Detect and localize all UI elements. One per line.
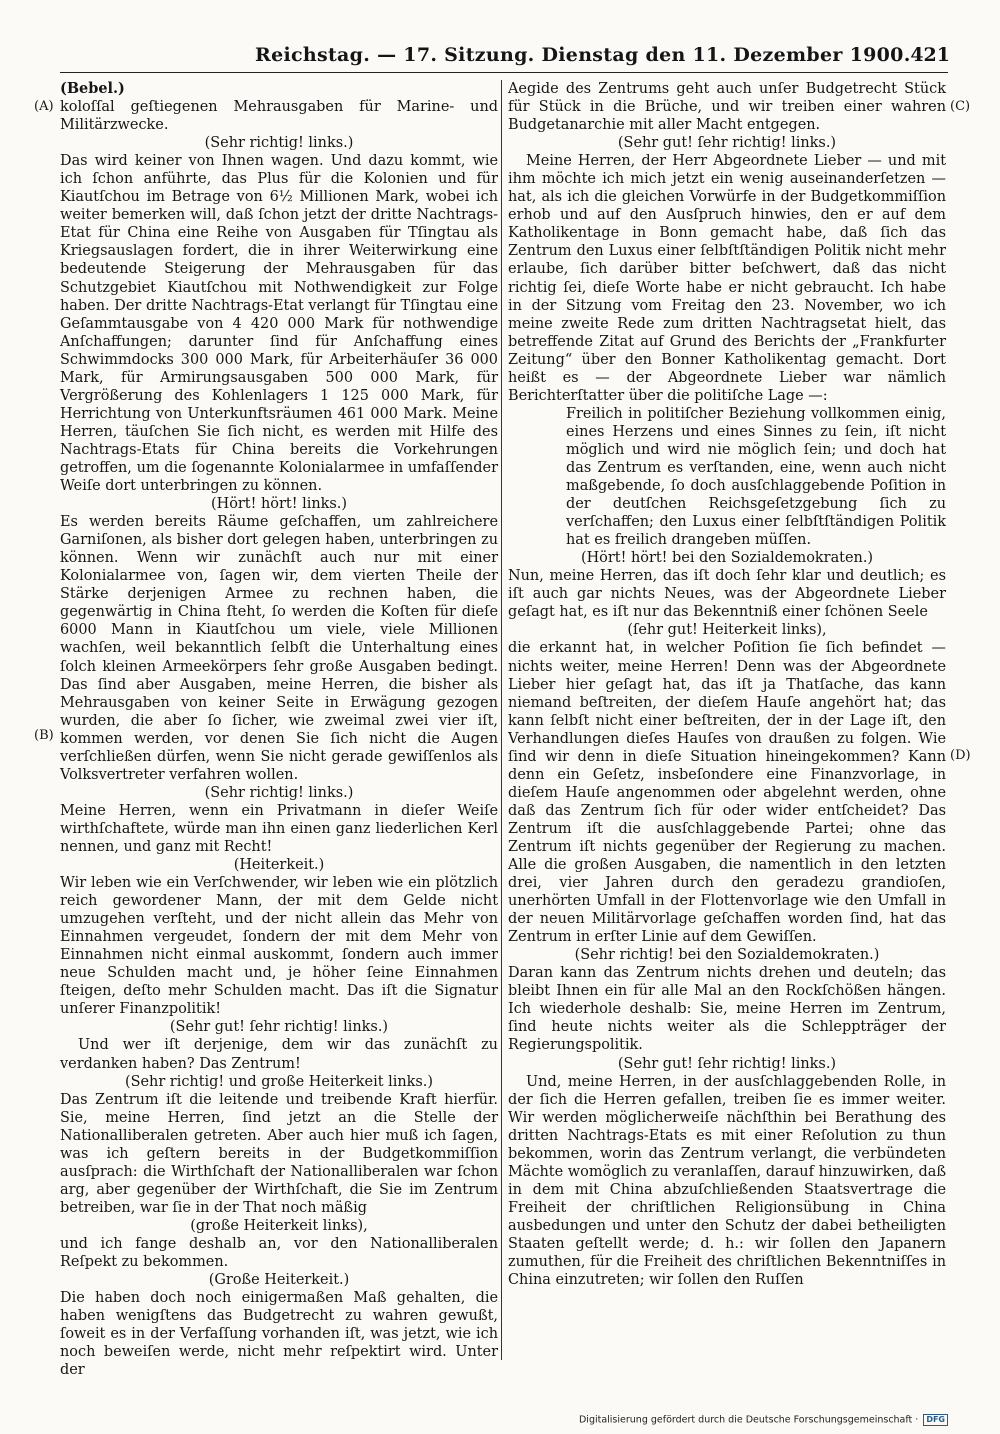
paragraph: Das wird keiner von Ihnen wagen. Und dazu kommt, wie ich ſchon anführte, das Plus für die Kolonien und für Kiautſchou im Betrage von 6½ Millionen Mark, wobei ich weiter bemerken will, daß ſchon jetzt der dritte Nachtrags-Etat für China eine Reihe von Ausgaben für Tſingtau als Kriegsauslagen fordert, die in ihrer Weiterwirkung eine bedeutende Steigerung der Mehrausgaben für das Schutzgebiet Kiautſchou mit Nothwendigkeit zur Folge haben. Der dritte Nachtrags-Etat verlangt für Tſingtau eine Geſammtausgabe von 4 420 000 Mark für nothwendige Anſchaffungen; darunter ſind für Anſchaffung eines Schwimmdocks 300 000 Mark, für Arbeiterhäuſer 36 000 Mark, für Armirungsausgaben 500 000 Mark, für Vergrößerung des Kohlenlagers 1 125 000 Mark, für Herrichtung von Unterkunftsräumen 461 000 Mark. Meine Herren, täuſchen Sie ſich nicht, es werden mit Hilfe des Nachtrags-Etats für China bereits die Vorkehrungen getroffen, um die ſogenannte Kolonialarmee in umfaſſender Weiſe dort unterbringen zu können. xyxy=(60,153,498,495)
left-text-column xyxy=(60,80,498,1379)
paragraph: Und, meine Herren, in der ausſchlaggebenden Rolle, in der ſich die Herren gefallen, treiben ſie es immer weiter. Wir werden möglicherweiſe nächſthin bei Berathung des dritten Nachtrags-Etats es mit einer Reſolution zu thun bekommen, worin das Zentrum verlangt, die verbündeten Mächte womöglich zu veranlaſſen, darauf hinzuwirken, daß in dem mit China abzuſchließenden Staatsvertrage die Freiheit der chriſtlichen Religionsübung in China ausbedungen und unter den Schutz der dabei betheiligten Staaten geſtellt werde; d. h.: wir ſollen den Japanern zumuthen, für die Freiheit des chriſtlichen Bekenntniſſes in China einzutreten; wir ſollen den Ruſſen xyxy=(508,1073,946,1289)
right-text-column xyxy=(508,80,946,1289)
paragraph: Das Zentrum iſt die leitende und treibende Kraft hierfür. Sie, meine Herren, ſind jetzt an die Stelle der Nationalliberalen getreten. Aber auch hier muß ich ſagen, was ich geſtern bereits in der Budgetkommiſſion ausſprach: die Wirthſchaft der Nationalliberalen war ſchon arg, aber gegenüber der Wirthſchaft, die Sie im Zentrum betreiben, war ſie in der That noch mäßig xyxy=(60,1091,498,1216)
interjection: (Große Heiterkeit.) xyxy=(208,1272,350,1289)
paragraph: Meine Herren, der Herr Abgeordnete Lieber — und mit ihm möchte ich mich jetzt ein wenig auseinanderſetzen — hat, als ich die gleichen Vorwürfe in der Budgetkommiſſion erhob und auf den Ausſpruch hinwies, den er auf dem Katholikentage in Bonn gemacht habe, daß ſich das Zentrum den Luxus einer ſelbſtſtändigen Politik nicht mehr erlaube, ſich darüber bitter beſchwert, daß das nicht richtig ſei, dieſe Worte habe er nicht gebraucht. Ich habe in der Sitzung vom Freitag den 23. November, wo ich meine zweite Rede zum dritten Nachtragsetat hielt, das betreffende Zitat auf Grund des Berichts der „Frankfurter Zeitung“ über den Bonner Katholikentag gemacht. Dort heißt es — der Abgeordnete Lieber war nämlich Berichterſtatter über die politiſche Lage —: xyxy=(508,153,946,404)
header-rule xyxy=(60,72,948,73)
paragraph: die erkannt hat, in welcher Poſition ſie ſich befindet — nichts weiter, meine Herren! Denn was der Abgeordnete Lieber hier geſagt hat, das iſt ja Thatſache, das kann niemand beſtreiten, der dieſem Hauſe angehört hat; das kann ſelbſt nicht einer beſtreiten, der in der Lage iſt, den Verhandlungen dieſes Hauſes von draußen zu folgen. Wie ſind wir denn in dieſe Situation hineingekommen? Kann denn ein Geſetz, insbeſondere eine Finanzvorlage, in dieſem Hauſe angenommen oder abgelehnt werden, ohne daß das Zentrum ſich für oder wider entſcheidet? Das Zentrum iſt die ausſchlaggebende Partei; ohne das Zentrum iſt nichts gegenüber der Regierung zu machen. Alle die großen Ausgaben, die namentlich in den letzten drei, vier Jahren durch den geradezu grandioſen, unerhörten Umfall in der Flottenvorlage wie den Umfall in der neuen Militärvorlage geſchaffen worden ſind, hat das Zentrum in erſter Linie auf dem Gewiſſen. xyxy=(508,640,946,946)
interjection: (Sehr richtig! links.) xyxy=(204,135,354,152)
paragraph: Es werden bereits Räume geſchaffen, um zahlreichere Garniſonen, als bisher dort gelegen haben, unterbringen zu können. Wenn wir zunächſt auch nur mit einer Kolonialarmee von, ſagen wir, dem vierten Theile der Stärke derjenigen Armee zu rechnen haben, die gegenwärtig in China ſteht, ſo werden die Koſten für dieſe 6000 Mann in Kiautſchou um viele, viele Millionen wachſen, weil bekanntlich ſelbſt die Unterhaltung eines ſolch kleinen Armeekörpers ſehr große Ausgaben bedingt. Das ſind aber Ausgaben, meine Herren, die bisher als Mehrausgaben von keiner Seite in Erwägung gezogen wurden, die aber ſo ſicher, wie zweimal zwei vier iſt, kommen werden, vor denen Sie ſich nicht die Augen verſchließen dürfen, wenn Sie nicht gerade gewiſſenlos als Volksvertreter verfahren wollen. xyxy=(60,514,498,783)
interjection: (Sehr gut! ſehr richtig! links.) xyxy=(617,135,837,152)
interjection: (Heiterkeit.) xyxy=(233,857,325,874)
paragraph: Und wer iſt derjenige, dem wir das zunächſt zu verdanken haben? Das Zentrum! xyxy=(60,1037,498,1072)
paragraph: Die haben doch noch einigermaßen Maß gehalten, die haben wenigſtens das Budgetrecht zu wahren gewußt, ſoweit es in der Verfaſſung vorhanden iſt, was jetzt, wie ich noch beweiſen werde, nicht mehr reſpektirt wird. Unter der xyxy=(60,1290,498,1379)
interjection: (Sehr richtig! und große Heiterkeit links.) xyxy=(124,1073,434,1090)
credit-text: Digitalisierung gefördert durch die Deutsche Forschungsgemeinschaft · xyxy=(578,1414,919,1426)
paragraph: und ich fange deshalb an, vor den Nationalliberalen Reſpekt zu bekommen. xyxy=(60,1236,498,1271)
margin-marker-b: (B) xyxy=(34,728,54,743)
paragraph: Nun, meine Herren, das iſt doch ſehr klar und deutlich; es iſt auch gar nichts Neues, was der Abgeordnete Lieber geſagt hat, es iſt nur das Bekenntniß einer ſchönen Seele xyxy=(508,568,946,621)
speaker-name: (Bebel.) xyxy=(60,80,125,97)
margin-marker-d: (D) xyxy=(950,748,971,763)
interjection: (Sehr gut! ſehr richtig! links.) xyxy=(169,1019,389,1036)
interjection: (große Heiterkeit links), xyxy=(190,1217,368,1234)
margin-marker-c: (C) xyxy=(950,99,971,114)
quotation: Freilich in politiſcher Beziehung vollkommen einig, eines Herzens und eines Sinnes zu ſein, iſt nicht möglich und wird nie möglich ſein; und doch hat das Zentrum es verſtanden, eine, wenn auch nicht maßgebende, ſo doch ausſchlaggebende Poſition in der deutſchen Reichsgeſetzgebung ſich zu verſchaffen; den Luxus einer ſelbſtſtändigen Politik hat es freilich drangeben müſſen. xyxy=(566,405,946,549)
interjection: (Sehr gut! ſehr richtig! links.) xyxy=(617,1055,837,1072)
interjection: (Sehr richtig! links.) xyxy=(204,784,354,801)
paragraph: Meine Herren, wenn ein Privatmann in dieſer Weiſe wirthſchaftete, würde man ihn einen ganz liederlichen Kerl nennen, und ganz mit Recht! xyxy=(60,802,498,855)
paragraph: Wir leben wie ein Verſchwender, wir leben wie ein plötzlich reich gewordener Mann, der mit dem Gelde nicht umzugehen verſteht, und der nicht allein das Mehr von Einnahmen vergeudet, ſondern der mit dem Mehr von Einnahmen nicht einmal auskommt, ſondern auch immer neue Schulden macht und, je höher ſeine Einnahmen ſteigen, deſto mehr Schulden macht. Das iſt die Signatur unſerer Finanzpolitik! xyxy=(60,875,498,1018)
paragraph: koloſſal geſtiegenen Mehrausgaben für Marine- und Militärzwecke. xyxy=(60,99,498,134)
interjection: (Sehr richtig! bei den Sozialdemokraten.) xyxy=(574,947,880,964)
running-header xyxy=(60,44,950,70)
margin-marker-a: (A) xyxy=(34,99,54,114)
paragraph: Aegide des Zentrums geht auch unſer Budgetrecht Stück für Stück in die Brüche, und wir treiben einer wahren Budgetanarchie mit aller Macht entgegen. xyxy=(508,81,946,134)
dfg-logo: DFG xyxy=(923,1414,948,1426)
interjection: (ſehr gut! Heiterkeit links), xyxy=(627,622,827,639)
interjection: (Hört! hört! links.) xyxy=(210,496,347,513)
column-divider xyxy=(501,80,502,1360)
page-number: 421 xyxy=(910,44,950,66)
paragraph: Daran kann das Zentrum nichts drehen und deuteln; das bleibt Ihnen ein für alle Mal an den Rockſchößen hängen. Ich wiederhole deshalb: Sie, meine Herren im Zentrum, ſind heute nichts weiter als die Schleppträger der Regierungspolitik. xyxy=(508,965,946,1054)
interjection: (Hört! hört! bei den Sozialdemokraten.) xyxy=(580,550,874,567)
digitization-credit xyxy=(579,1414,948,1426)
running-title: Reichstag. — 17. Sitzung. Dienstag den 11. Dezember 1900. xyxy=(255,44,911,66)
